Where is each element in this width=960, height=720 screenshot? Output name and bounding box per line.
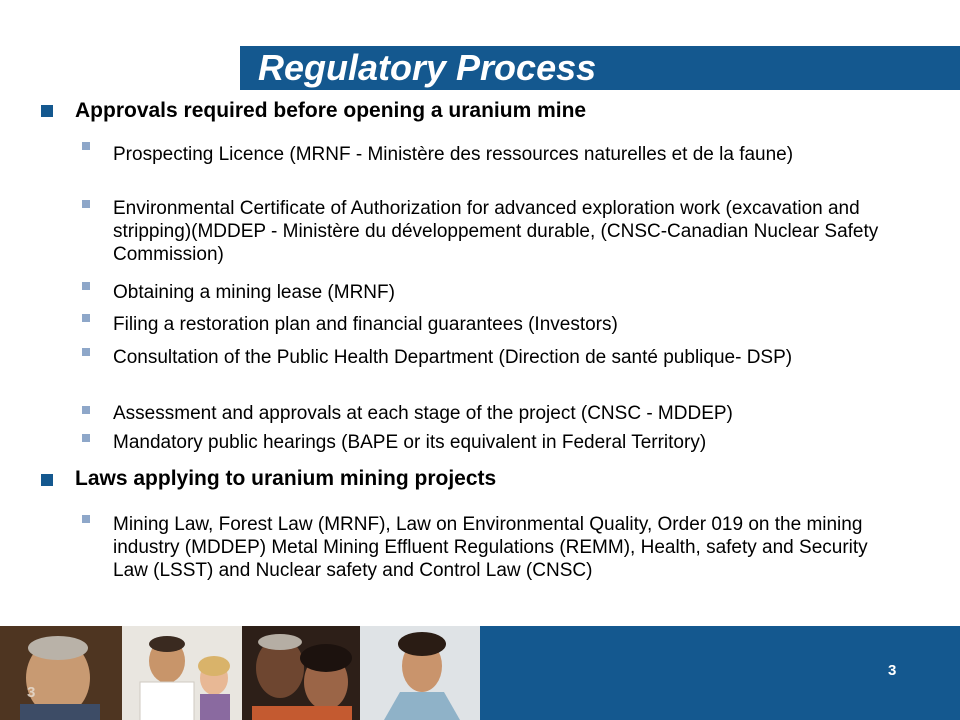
title-bar xyxy=(240,46,960,90)
list-item: Mining Law, Forest Law (MRNF), Law on Environmental Quality, Order 019 on the mining industry (MDDEP) Metal Mining Effluent Regulations (REMM), Health, safety and Security Law (LSST) and Nuclear safety and Control Law (CNSC) xyxy=(113,514,868,581)
square-bullet-icon xyxy=(82,200,90,208)
square-bullet-icon xyxy=(82,406,90,414)
photo-nurse xyxy=(360,626,480,720)
list-item: Filing a restoration plan and financial guarantees (Investors) xyxy=(113,314,618,335)
square-bullet-icon xyxy=(82,314,90,322)
photo-elderly-man xyxy=(0,626,122,720)
section-heading: Laws applying to uranium mining projects xyxy=(75,467,497,490)
square-bullet-icon xyxy=(82,515,90,523)
square-bullet-icon xyxy=(82,434,90,442)
square-bullet-icon xyxy=(41,105,53,117)
square-bullet-icon xyxy=(82,142,90,150)
square-bullet-icon xyxy=(41,474,53,486)
list-item: Prospecting Licence (MRNF - Ministère des ressources naturelles et de la faune) xyxy=(113,144,794,165)
photo-couple xyxy=(242,626,360,720)
footer-band xyxy=(0,626,960,720)
list-item: Obtaining a mining lease (MRNF) xyxy=(113,282,395,303)
slide-title: Regulatory Process xyxy=(258,47,597,88)
square-bullet-icon xyxy=(82,348,90,356)
page-number-ghost: 3 xyxy=(27,684,36,701)
section-heading: Approvals required before opening a uranium mine xyxy=(75,99,587,122)
square-bullet-icon xyxy=(82,282,90,290)
photo-doctor-child xyxy=(122,626,242,720)
list-item: Assessment and approvals at each stage of the project (CNSC - MDDEP) xyxy=(113,403,733,424)
list-item: Consultation of the Public Health Department (Direction de santé publique- DSP) xyxy=(113,347,793,368)
page-number: 3 xyxy=(888,662,897,679)
list-item: Mandatory public hearings (BAPE or its equivalent in Federal Territory) xyxy=(113,432,707,453)
list-item: Environmental Certificate of Authorization for advanced exploration work (excavation and stripping)(MDDEP - Ministère du développement durable, (CNSC-Canadian Nuclear Safety Commission) xyxy=(113,198,879,265)
